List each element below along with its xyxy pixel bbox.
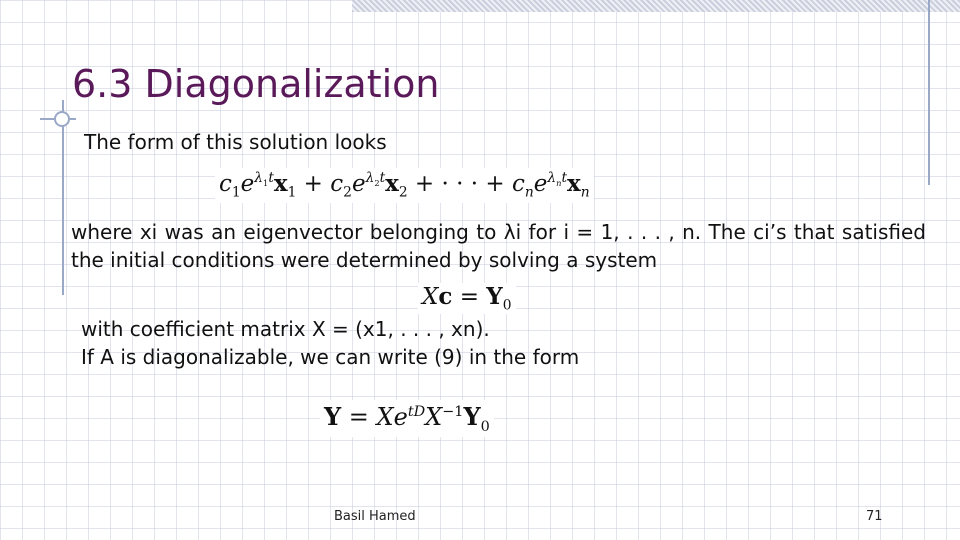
system-equation: $Xc = Y_0$ xyxy=(418,283,516,314)
intro-text: The form of this solution looks xyxy=(84,130,387,154)
paragraph-coefficient xyxy=(81,315,579,371)
decor-vertical-line-right xyxy=(928,0,930,185)
diagonal-form-equation: $Y = Xe^{tD}X^{-1}Y_0$ xyxy=(320,400,494,437)
paragraph-line-1: with coefficient matrix X = (x1, . . . , xn). xyxy=(81,317,490,341)
decor-circle-icon xyxy=(54,111,70,127)
footer-author: Basil Hamed xyxy=(334,509,416,524)
paragraph-line-2: If A is diagonalizable, we can write (9) in the form xyxy=(81,345,580,369)
solution-equation: $c_1e^{\lambda_1t}x_1 + c_2e^{\lambda_2t}x_2$ + · · · + $c_ne^{\lambda_nt}x_n$ xyxy=(215,168,594,203)
decor-vertical-line-left xyxy=(62,100,64,295)
page-number: 71 xyxy=(866,509,883,524)
header-hatch-band xyxy=(352,0,960,12)
paragraph-eigenvector: where xi was an eigenvector belonging to λi for i = 1, . . . , n. The ci’s that satisfied the initial conditions were determined by solving a system xyxy=(71,220,926,272)
slide-title: 6.3 Diagonalization xyxy=(72,62,440,106)
